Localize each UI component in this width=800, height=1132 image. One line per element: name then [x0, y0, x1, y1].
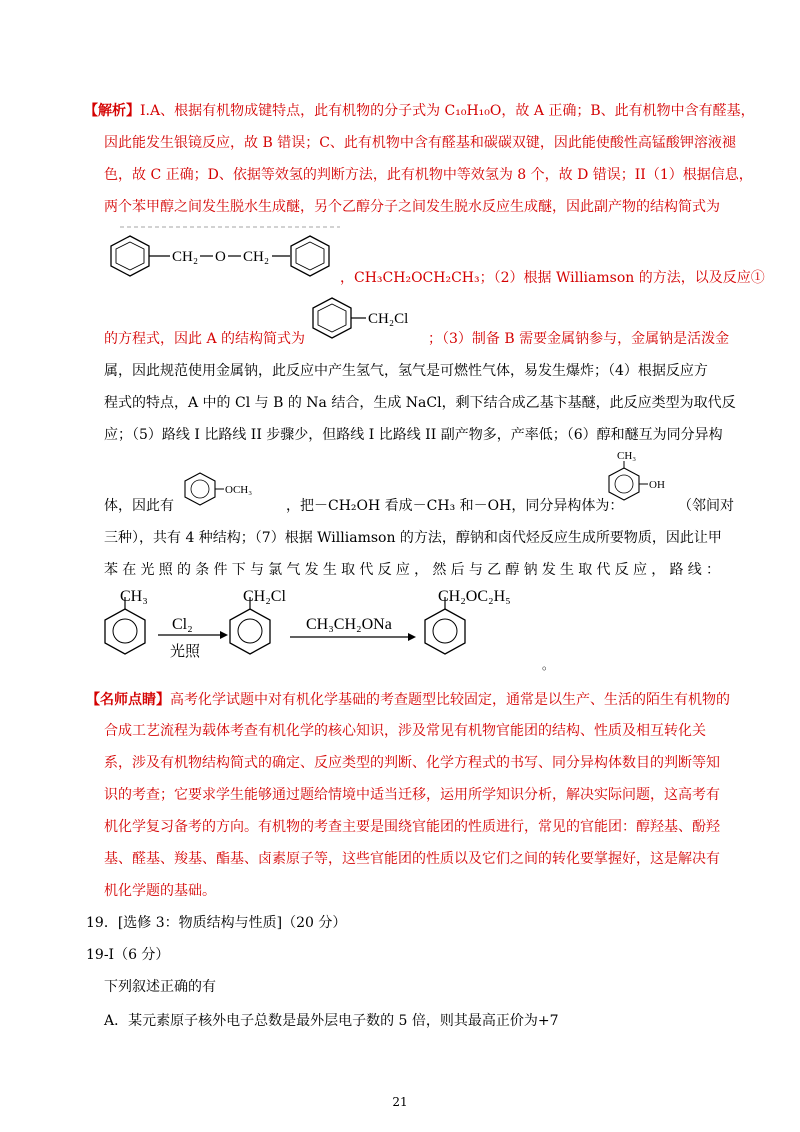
benzene-ring-cresol — [609, 468, 639, 500]
reaction-arrow-1 — [158, 616, 228, 660]
analysis-line-2: 因此能发生银镜反应，故 B 错误；C、此有机物中含有醛基和碳碳双键，因此能使酸性高锰酸钾溶液褪 — [104, 135, 736, 151]
q19-subheading: 19-Ⅰ（6 分） — [86, 947, 170, 963]
product2-label: CH₂OC₂H₅ — [438, 588, 511, 605]
analysis-line-4: 两个苯甲醇之间发生脱水生成醚，另个乙醇分子之间发生脱水反应生成醚，因此副产物的结构简式为 — [104, 199, 720, 215]
reagent-cl2: Cl₂ — [172, 616, 193, 633]
analysis-line-7: 属，因此规范使用金属钠，此反应中产生氢气，氢气是可燃性气体，易发生爆炸；（4）根据反应方 — [104, 363, 708, 379]
q19-stem: 下列叙述正确的有 — [104, 979, 216, 995]
analysis-line-11: 三种），共有 4 种结构；（7）根据 Williamson 的方法，醇钠和卤代烃反应生成所要物质，因此让甲 — [104, 530, 722, 546]
benzene-ring-left — [111, 236, 149, 276]
analysis-tag: 【解析】 — [84, 103, 140, 119]
benzene-ring-anisole — [185, 473, 215, 505]
analysis-line-8: 程式的特点，A 中的 Cl 与 B 的 Na 结合，生成 NaCl，剩下结合成乙基卞基醚，此反应类型为取代反 — [104, 395, 736, 411]
teacher-line-1: 【名师点睛】高考化学试题中对有机化学基础的考查题型比较固定，通常是以生产、生活的陌生有机物的 — [86, 692, 730, 708]
teacher-line-3: 系，涉及有机物结构简式的确定、反应类型的判断、化学方程式的书写、同分异构体数目的判断等知 — [104, 755, 720, 771]
analysis-line-10a: 体，因此有 — [104, 498, 174, 514]
route-end-mark: 。 — [542, 658, 555, 672]
product1-label: CH₂Cl — [243, 588, 286, 605]
anisole-label: OCH₃ — [225, 484, 253, 496]
cresol-ch3-label: CH₃ — [617, 450, 637, 462]
analysis-line-10b: ，把－CH₂OH 看成－CH₃ 和－OH，同分异构体为： — [286, 498, 624, 514]
analysis-line-5: ，CH₃CH₂OCH₂CH₃；（2）根据 Williamson 的方法，以及反应① — [340, 270, 765, 286]
teacher-tag: 【名师点睛】 — [86, 692, 170, 708]
analysis-line-12: 苯在光照的条件下与氯气发生取代反应，然后与乙醇钠发生取代反应，路线： — [104, 562, 720, 578]
benzyl-ethyl-ether-product — [425, 588, 511, 654]
benzyl-chloride-structure — [308, 290, 428, 350]
benzene-ring-right — [291, 236, 329, 276]
analysis-line-1: 【解析】I.A、根据有机物成键特点，此有机物的分子式为 C₁₀H₁₀O，故 A 正确；B、此有机物中含有醛基， — [84, 103, 755, 119]
reaction-arrow-2 — [290, 616, 416, 641]
ether-oxygen: O — [215, 249, 226, 265]
q19-option-a: A．某元素原子核外电子总数是最外层电子数的 5 倍，则其最高正价为+7 — [104, 1013, 559, 1029]
page-number: 21 — [392, 1095, 408, 1109]
benzyl-chloride-product — [230, 588, 286, 654]
anisole-structure — [182, 468, 282, 508]
condition-light: 光照 — [170, 644, 201, 660]
toluene — [105, 588, 148, 654]
dibenzyl-ether-structure — [100, 225, 360, 280]
benzyl-chloride-label: CH₂Cl — [368, 311, 409, 327]
teacher-line-4: 识的考查；它要求学生能够通过题给情境中适当迁移，运用所学知识分析，解决实际问题，这高考有 — [104, 787, 720, 803]
reagent-sodium-ethoxide: CH₃CH₂ONa — [306, 616, 392, 633]
analysis-line-3: 色，故 C 正确；D、依据等效氢的判断方法，此有机物中等效氢为 8 个，故 D 错误；II（1）根据信息， — [104, 167, 753, 183]
benzene-ring-a — [313, 298, 351, 338]
q19-heading: 19．[选修 3：物质结构与性质]（20 分） — [86, 915, 347, 931]
analysis-line-10c: （邻间对 — [678, 498, 734, 514]
analysis-line-6b: ；（3）制备 B 需要金属钠参与，金属钠是活泼金 — [428, 331, 730, 347]
teacher-line-6: 基、醛基、羧基、酯基、卤素原子等，这些官能团的性质以及它们之间的转化要掌握好，这是解决有 — [104, 851, 720, 867]
cresol-structure — [600, 446, 680, 508]
analysis-line-6a: 的方程式，因此 A 的结构简式为 — [104, 331, 306, 347]
teacher-line-5: 机化学复习备考的方向。有机物的考查主要是围绕官能团的性质进行，常见的官能团：醇羟基、酚羟 — [104, 819, 720, 835]
teacher-line-2: 合成工艺流程为载体考查有机化学的核心知识，涉及常见有机物官能团的结构、性质及相互转化关 — [104, 723, 706, 739]
cresol-oh-label: OH — [649, 479, 665, 491]
teacher-line-7: 机化学题的基础。 — [104, 883, 216, 899]
synthesis-route — [100, 585, 560, 675]
analysis-line-9: 应；（5）路线 I 比路线 II 步骤少，但路线 I 比路线 II 副产物多，产率低；（6）醇和醚互为同分异构 — [104, 427, 723, 443]
toluene-ch3-label: CH₃ — [120, 588, 148, 605]
ether-ch2-right: CH₂ — [243, 249, 270, 265]
ether-ch2-left: CH₂ — [172, 249, 199, 265]
